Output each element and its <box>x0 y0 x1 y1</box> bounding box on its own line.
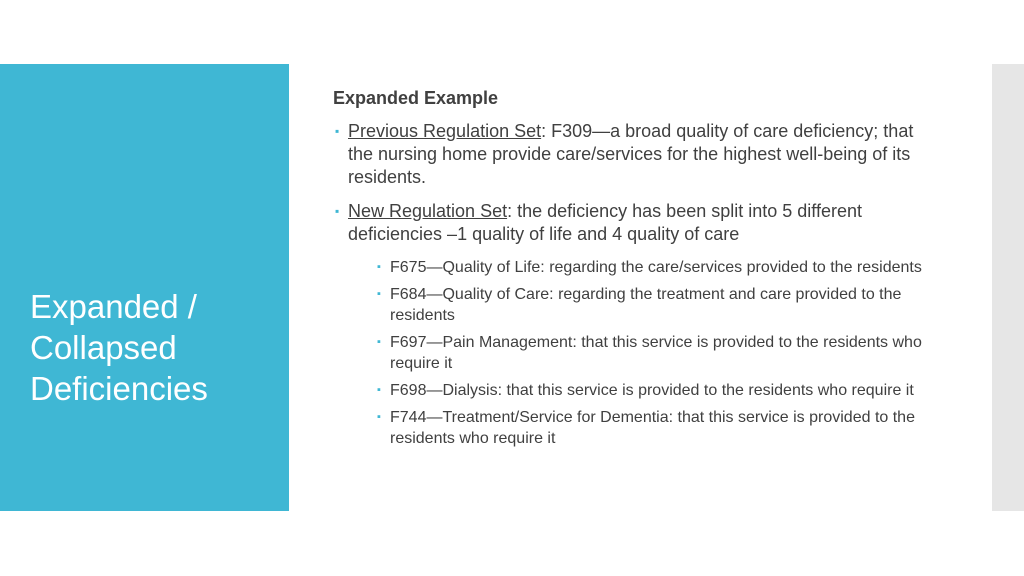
sub-bullet-text: F698—Dialysis: that this service is provided to the residents who require it <box>390 382 914 399</box>
slide-content <box>333 86 933 455</box>
sub-bullet-text: F744—Treatment/Service for Dementia: that this service is provided to the residents who require it <box>390 409 915 447</box>
bullet-new-regulation <box>333 200 933 246</box>
bullet-list <box>333 120 933 246</box>
right-decorative-bar <box>992 64 1024 511</box>
sub-bullet-f744 <box>375 407 933 449</box>
bullet-text: : the deficiency has been split into 5 different deficiencies –1 quality of life and 4 quality of care <box>348 201 862 244</box>
sub-bullet-text: F697—Pain Management: that this service is provided to the residents who require it <box>390 334 922 372</box>
sub-bullet-text: F684—Quality of Care: regarding the treatment and care provided to the residents <box>390 286 902 324</box>
bullet-icon: ▪ <box>377 288 381 300</box>
sub-bullet-f697 <box>375 332 933 374</box>
bullet-label: New Regulation Set <box>348 201 508 221</box>
content-heading: Expanded Example <box>333 88 499 108</box>
bullet-icon: ▪ <box>377 261 381 273</box>
bullet-icon: ▪ <box>377 411 381 423</box>
bullet-icon: ▪ <box>377 384 381 396</box>
bullet-label: Previous Regulation Set <box>348 121 542 141</box>
bullet-icon: ▪ <box>335 124 340 138</box>
bullet-icon: ▪ <box>335 204 340 218</box>
title-panel <box>0 64 289 511</box>
sub-bullet-f675 <box>375 257 933 278</box>
sub-bullet-text: F675—Quality of Life: regarding the care/services provided to the residents <box>390 259 922 276</box>
bullet-icon: ▪ <box>377 336 381 348</box>
sub-bullet-f698 <box>375 380 933 401</box>
sub-bullet-list <box>375 257 933 449</box>
sub-bullet-f684 <box>375 284 933 326</box>
bullet-previous-regulation <box>333 120 933 189</box>
slide-title: Expanded / Collapsed Deficiencies <box>30 288 208 407</box>
bullet-text: : F309—a broad quality of care deficiency; that the nursing home provide care/services for the highest well-being of its residents. <box>348 121 914 187</box>
